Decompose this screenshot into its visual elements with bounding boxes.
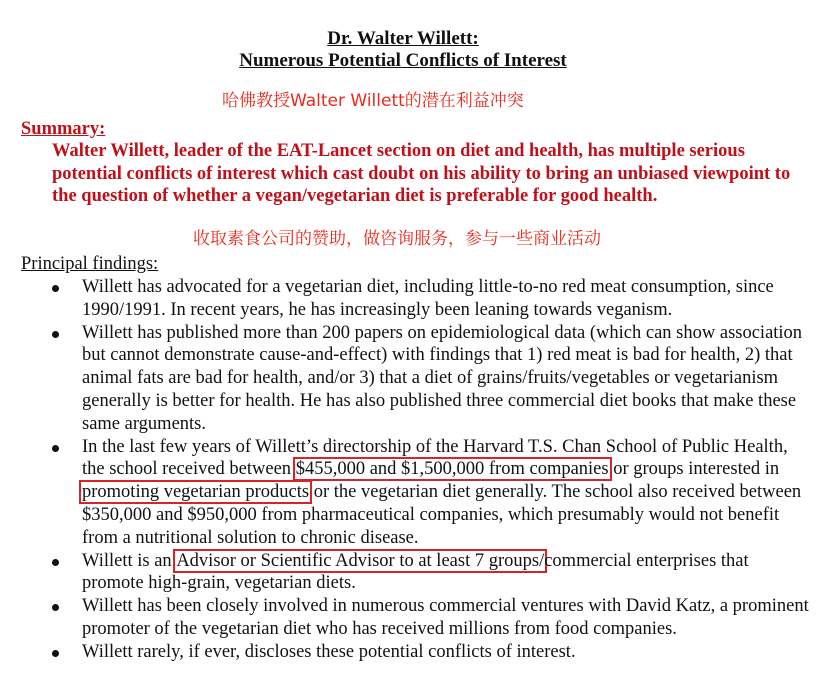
document-title: Dr. Walter Willett: xyxy=(327,28,479,49)
finding-item xyxy=(52,595,812,641)
chinese-title-annotation: 哈佛教授Walter Willett的潜在利益冲突 xyxy=(222,91,524,111)
document-subtitle: Numerous Potential Conflicts of Interest xyxy=(239,50,567,71)
bullet-icon xyxy=(52,445,59,452)
finding-text: Willett has published more than 200 papers on epidemiological data (which can show association but cannot demonstrate cause-and-effect) with findings that 1) red meat is bad for health, 2) that animal fats are bad for health, and/or 3) that a diet of grains/fruits/vegetables or vegetarianism generally is better for health. He has also published three commercial diet books that make these same arguments. xyxy=(82,322,803,434)
chinese-summary-annotation: 收取素食公司的赞助，做咨询服务，参与一些商业活动 xyxy=(193,229,601,249)
finding-item xyxy=(52,322,812,436)
bullet-icon xyxy=(52,604,59,611)
finding-text: Willett has been closely involved in numerous commercial ventures with David Katz, a prominent promoter of the vegetarian diet who has received millions from food companies. xyxy=(82,596,809,639)
finding-text: commercial enterprises that promote high-grain, vegetarian diets. xyxy=(82,550,749,594)
finding-item xyxy=(52,550,812,596)
finding-text: In the last few years of Willett’s directorship of the Harvard T.S. Chan School of Public Health, the school received between xyxy=(82,436,788,480)
findings-list xyxy=(52,276,812,664)
bullet-icon xyxy=(52,650,59,657)
finding-item xyxy=(52,276,812,322)
summary-heading: Summary: xyxy=(21,119,106,139)
bullet-icon xyxy=(52,285,59,292)
highlight-box-advisor: Advisor or Scientific Advisor to at least 7 groups/ xyxy=(173,549,547,573)
highlight-box-funding: $455,000 and $1,500,000 from companies xyxy=(293,457,612,481)
summary-text: Walter Willett, leader of the EAT-Lancet section on diet and health, has multiple serious potential conflicts of interest which cast doubt on his ability to bring an unbiased viewpoint to the question of whether a vegan/vegetarian diet is preferable for good health. xyxy=(52,141,791,206)
highlight-box-vegetarian-products: promoting vegetarian products xyxy=(79,480,312,504)
finding-text: or the vegetarian diet generally. The school also received between $350,000 and $950,000 from pharmaceutical companies, which presumably would not benefit from a nutritional solution to chronic disease. xyxy=(82,482,802,548)
bullet-icon xyxy=(52,331,59,338)
finding-text: Willett is an xyxy=(82,550,177,571)
principal-findings-heading: Principal findings: xyxy=(21,254,159,274)
finding-text: Willett has advocated for a vegetarian diet, including little-to-no red meat consumption, since 1990/1991. In recent years, he has increasingly been leaning towards veganism. xyxy=(82,277,774,320)
bullet-icon xyxy=(52,559,59,566)
finding-text: Willett rarely, if ever, discloses these potential conflicts of interest. xyxy=(82,641,576,662)
finding-item xyxy=(52,436,812,550)
finding-item xyxy=(52,641,812,664)
finding-text: or groups interested in xyxy=(608,459,780,480)
